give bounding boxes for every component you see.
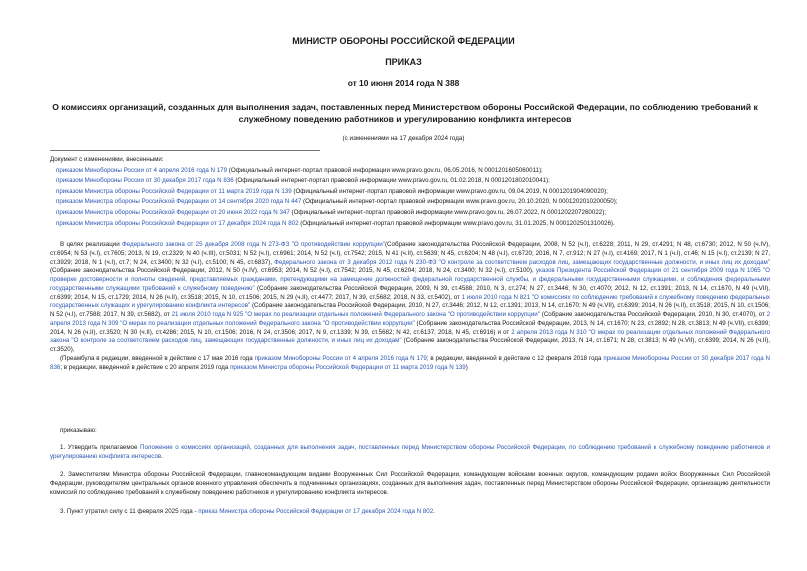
- amendment-source: (Официальный интернет-портал правовой информации www.pravo.gov.ru, 06.05.2016, N 0001201605060011);: [227, 166, 543, 174]
- order-item-1: [50, 444, 770, 462]
- item-text: .: [161, 452, 163, 460]
- amendment-item: [50, 208, 790, 219]
- preamble-text: (Собрание законодательства Российской Федерации, 2009, N 39, ст.4588; 2010, N 3, ст.274; N 27, ст.3446; N 30, ст.4070; 2012, N 12, ст.1391; 2013, N 14, ст.1670, N 49 (ч.VII), ст.6399; 2014, N 15, ст.1729; 2014, N 26 (ч.II), ст.3518; 2015, N 10, ст.1506; 2015, N 29 (ч.II), ст.4477; 2017, N 39, ст.5682; 2018, N 33, ст.5402), от: [50, 284, 770, 301]
- order-item-2: 2. Заместителям Министра обороны Российской Федерации, главнокомандующим видами Вооруженных Сил Российской Федерации, командующим войсками военных округов, командующим родами войск Вооруженных Сил Российской Федерации, руководителям центральных органов военного управления обеспечить в подчиненных организациях, созданных для выполнения задач, поставленных перед Министерством обороны Российской Федерации, организацию деятельности комиссий по соблюдению требований к служебному поведению работников и урегулированию конфликта интересов.: [50, 471, 770, 496]
- preamble-text: (Собрание законодательства Российской Федерации, 2008, N 52 (ч.I), ст.6228; 2011, N 29, ст.4291; N 48, ст.6730; 2012, N 50 (ч.IV), ст.6954; N 53 (ч.I), ст.7605; 2013, N 19, ст.2329; N 40 (ч.III), ст.5031; N 52 (ч.I), ст.6961; 2014, N 52 (ч.I), ст.7542; 2015, N 41 (ч.II), ст.5639; N 45, ст.6204; N 48 (ч.I), ст.6720; 2016, N 7, ст.912; N 27 (ч.I), ст.4169; 2017, N 1 (ч.I), ст.46; N 15 (ч.I), ст.2139; N 27, ст.3929; 2018, N 1 (ч.I), ст.7; N 24, ст.3400; N 32 (ч.I), ст.5100; N 45, ст.6837),: [50, 241, 770, 266]
- amendment-item: [50, 197, 790, 208]
- order-link[interactable]: приказ Министра обороны Российской Федерации от 17 декабря 2024 года N 802: [198, 507, 434, 515]
- preamble-text: (Собрание законодательства Российской Федерации, 2010, N 30, ст.4070), от: [539, 311, 767, 318]
- order-word: приказываю:: [60, 427, 97, 434]
- law-link[interactable]: Федерального закона от 3 декабря 2012 года N 230-ФЗ "О контроле за соответствием расходов лиц, замещающих государственные должности, и иных лиц их доходам": [274, 258, 770, 266]
- amendment-source: (Официальный интернет-портал правовой информации www.pravo.gov.ru, 01.02.2018, N 0001201802010041);: [233, 177, 550, 185]
- amendment-item: [50, 176, 790, 187]
- edition-text: (Преамбула в редакции, введенной в действие с 17 мая 2016 года: [60, 354, 255, 362]
- amendments-intro: Документ с изменениями, внесенными:: [50, 156, 164, 163]
- amendment-link[interactable]: приказом Минобороны России от 4 апреля 2016 года N 179: [56, 166, 228, 174]
- preamble-text: (Собрание законодательства Российской Федерации, 2013, N 14, ст.1670; N 23, ст.2892; N 28, ст.3813; N 49 (ч.VII), ст.6399; 2014, N 26 (ч.II), ст.3520; N 30 (ч.II), ст.4286; 2015, N 10, ст.1506; 2016, N 24, ст.3506; 2017, N 9, ст.1339; N 39, ст.5682; N 42, ст.6137; 2018, N 45, ст.6916) и от: [50, 319, 771, 336]
- preamble-text: (Собрание законодательства Российской Федерации, 2012, N 50 (ч.IV), ст.6953; 2014, N 52 (ч.I), ст.7542; 2015, N 45, ст.6204; 2018, N 24, ст.3400; N 32 (ч.I), ст.5100),: [50, 267, 536, 275]
- preamble-text: (Собрание законодательства Российской Федерации, 2010, N 27, ст.3446; 2012, N 12, ст.1391; 2013, N 14, ст.1670; N 49 (ч.VII), ст.6399; 2014, N 26 (ч.II), ст.3518; 2015, N 10, ст.1506; N 52 (ч.I), ст.7588; 2017, N 39, ст.5682), от: [50, 302, 770, 318]
- decree-link[interactable]: 2 апреля 2013 года N 309 "О мерах по реализации отдельных положений Федерального закона "О противодействии коррупции": [50, 311, 771, 327]
- decree-link[interactable]: 21 июля 2010 года N 925 "О мерах по реализации отдельных положений Федерального закона "О противодействии коррупции": [171, 311, 540, 318]
- decree-link[interactable]: указов Президента Российской Федерации от 21 сентября 2009 года N 1065 "О проверке достоверности и полноты сведений, представляемых гражданами, претендующими на замещение должностей федеральной государственной службы, и федеральными государственными служащими, и соблюдения федеральными государственными служащими требований к служебному поведению": [50, 267, 770, 292]
- amendment-link[interactable]: приказом Минобороны России от 30 декабря 2017 года N 836: [56, 177, 234, 185]
- edition-note: (с изменениями на 17 декабря 2024 года): [342, 135, 465, 142]
- document-title: О комиссиях организаций, созданных для выполнения задач, поставленных перед Министерством обороны Российской Федерации, по соблюдению требований к служебному поведению работников и урегулированию конфликта интересов: [52, 102, 758, 124]
- amendments-list: [50, 155, 790, 229]
- preamble: [50, 241, 770, 372]
- decree-link[interactable]: 2 апреля 2013 года N 310 "О мерах по реализации отдельных положений Федерального закона "О контроле за соответствием расходов лиц, замещающих государственные должности, и иных лиц их доходам": [50, 328, 771, 345]
- amendment-item: [50, 166, 790, 177]
- preamble-text: (Собрание законодательства Российской Федерации, 2013, N 14, ст.1671; N 28, ст.3813; N 49 (ч.VII), ст.6399; 2014, N 26 (ч.II), ст.3520),: [50, 337, 770, 353]
- amendment-item: [50, 219, 790, 230]
- law-link[interactable]: Федерального закона от 25 декабря 2008 года N 273-ФЗ "О противодействии коррупции": [122, 241, 385, 248]
- decree-link[interactable]: 1 июля 2010 года N 821 "О комиссиях по соблюдению требований к служебному поведению федеральных государственных служащих и урегулированию конфликта интересов": [50, 293, 771, 310]
- order-link[interactable]: приказом Министра обороны Российской Федерации от 11 марта 2019 года N 139: [230, 363, 466, 371]
- separator-rule: [50, 150, 320, 151]
- regulation-link[interactable]: Положение о комиссиях организаций, созданных для выполнения задач, поставленных перед Министерством обороны Российской Федерации, по соблюдению требований к служебному поведению работников и урегулированию конфликта интересов: [50, 443, 770, 460]
- ministry-header: МИНИСТР ОБОРОНЫ РОССИЙСКОЙ ФЕДЕРАЦИИ: [292, 36, 515, 46]
- amendment-link[interactable]: приказом Министра обороны Российской Федерации от 20 июня 2022 года N 347: [56, 208, 290, 216]
- edition-text: ; в редакции, введенной в действие с 12 февраля 2018 года: [426, 354, 604, 362]
- amendment-source: (Официальный интернет-портал правовой информации www.pravo.gov.ru, 09.04.2019, N 0001201904090020);: [291, 187, 608, 195]
- edition-text: ): [465, 363, 468, 371]
- amendment-link[interactable]: приказом Министра обороны Российской Федерации от 11 марта 2019 года N 139: [56, 187, 292, 195]
- amendment-source: (Официальный интернет-портал правовой информации www.pravo.gov.ru, 20.10.2020, N 0001202010200050);: [301, 198, 618, 206]
- edition-text: ; в редакции, введенной в действие с 20 апреля 2019 года: [60, 363, 231, 371]
- order-link[interactable]: приказом Минобороны России от 4 апреля 2016 года N 179: [254, 354, 427, 362]
- item-text: .: [433, 507, 435, 515]
- amendment-source: (Официальный интернет-портал правовой информации www.pravo.gov.ru, 31.01.2025, N 0001202501310026).: [298, 219, 615, 227]
- amendment-source: (Официальный интернет-портал правовой информации www.pravo.gov.ru, 26.07.2022, N 0001202207260022);: [289, 208, 606, 216]
- preamble-edition-note: [50, 355, 770, 373]
- order-item-3: [50, 508, 770, 517]
- order-link[interactable]: приказом Минобороны России от 30 декабря 2017 года N 836: [50, 354, 771, 371]
- preamble-text: В целях реализации: [60, 241, 122, 248]
- document-date-number: от 10 июня 2014 года N 388: [347, 78, 460, 88]
- document-type: ПРИКАЗ: [385, 57, 422, 67]
- amendment-item: [50, 187, 790, 198]
- preamble-paragraph: [50, 241, 770, 355]
- amendment-link[interactable]: приказом Министра обороны Российской Федерации от 14 сентября 2020 года N 447: [56, 198, 302, 206]
- item-text: 1. Утвердить прилагаемое: [60, 443, 141, 451]
- item-text: 3. Пункт утратил силу с 11 февраля 2025 года -: [60, 507, 199, 515]
- amendment-link[interactable]: приказом Министра обороны Российской Федерации от 17 декабря 2024 года N 802: [56, 219, 299, 227]
- order-body: [50, 427, 770, 516]
